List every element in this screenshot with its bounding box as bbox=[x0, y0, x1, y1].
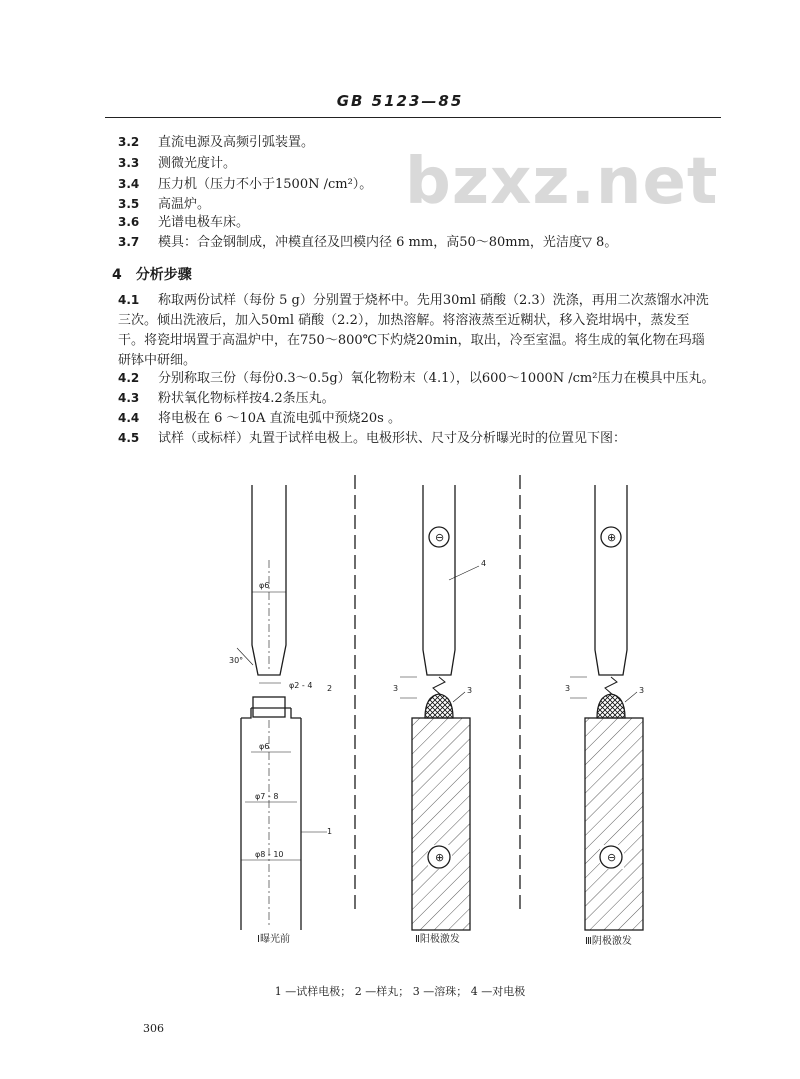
section-title: 分析步骤 bbox=[135, 267, 192, 283]
dim-phi6-top: φ6 bbox=[259, 581, 270, 590]
caption-panel-1: Ⅰ曝光前 bbox=[257, 934, 290, 945]
item-number: 3.7 bbox=[118, 235, 140, 249]
dim-phi6-bottom: φ6 bbox=[259, 742, 270, 751]
dim-phi7-8: φ7 - 8 bbox=[255, 792, 279, 801]
sample-electrode bbox=[412, 718, 470, 930]
spark-icon bbox=[433, 677, 445, 695]
molten-bead bbox=[425, 694, 453, 718]
item-4-5 bbox=[118, 428, 626, 449]
spark-icon bbox=[605, 677, 617, 695]
item-number: 4.4 bbox=[118, 411, 140, 425]
header-rule bbox=[105, 117, 721, 118]
page-number: 306 bbox=[143, 1022, 164, 1035]
panel-1-before-exposure bbox=[229, 485, 332, 930]
item-text: 粉状氧化物标样按4.2条压丸。 bbox=[158, 391, 335, 406]
caption-panel-2: Ⅱ阳极激发 bbox=[415, 934, 460, 945]
item-4-2 bbox=[118, 368, 714, 389]
label-2: 2 bbox=[327, 684, 333, 693]
item-number: 3.2 bbox=[118, 135, 140, 149]
section-number: 4 bbox=[112, 267, 122, 283]
label-1: 1 bbox=[327, 827, 333, 836]
sign-minus: ⊖ bbox=[607, 851, 617, 864]
item-3-6 bbox=[118, 212, 249, 233]
label-3: 3 bbox=[467, 686, 473, 695]
item-3-3 bbox=[118, 153, 236, 174]
item-number: 4.1 bbox=[118, 293, 140, 307]
item-number: 4.3 bbox=[118, 391, 140, 405]
item-4-1 bbox=[118, 290, 712, 371]
item-number: 4.5 bbox=[118, 431, 140, 445]
label-3: 3 bbox=[639, 686, 645, 695]
item-3-2 bbox=[118, 132, 314, 153]
item-text: 直流电源及高频引弧装置。 bbox=[158, 135, 315, 150]
item-text: 称取两份试样（每份 5 g）分别置于烧杯中。先用30ml 硝酸（2.3）洗涤，再用二次蒸馏水冲洗三次。倾出洗液后，加入50ml 硝酸（2.2），加热溶解。将溶液蒸至近糊状，移入瓷坩埚中，蒸发至干。将瓷坩埚置于高温炉中，在750～800℃下灼烧20min，取出，冷至室温。将生成的氧化物在玛瑙研钵中研细。 bbox=[118, 293, 709, 368]
dim-phi8-10: φ8 - 10 bbox=[255, 850, 284, 859]
dim-phi2-4: φ2 - 4 bbox=[289, 681, 313, 690]
item-number: 3.6 bbox=[118, 215, 140, 229]
gap-3: 3 bbox=[565, 684, 571, 693]
sign-minus: ⊖ bbox=[435, 531, 445, 544]
label-4: 4 bbox=[481, 559, 487, 568]
counter-electrode-upper bbox=[423, 485, 455, 675]
item-number: 4.2 bbox=[118, 371, 140, 385]
panel-2-anode-excitation bbox=[393, 485, 486, 930]
item-number: 3.3 bbox=[118, 156, 140, 170]
sample-pellet bbox=[253, 697, 285, 717]
gap-3: 3 bbox=[393, 684, 399, 693]
item-text: 压力机（压力不小于1500N /cm²）。 bbox=[158, 177, 373, 192]
sample-electrode bbox=[241, 708, 301, 930]
item-text: 测微光度计。 bbox=[158, 156, 237, 171]
section-heading bbox=[112, 264, 206, 284]
item-text: 分别称取三份（每份0.3～0.5g）氧化物粉末（4.1），以600～1000N /cm²压力在模具中压丸。 bbox=[158, 371, 715, 386]
item-text: 模具：合金钢制成，冲模直径及凹模内径 6 mm，高50～80mm，光洁度▽ 8。 bbox=[158, 235, 618, 250]
item-3-7 bbox=[118, 232, 617, 253]
panel-3-cathode-excitation bbox=[565, 485, 644, 930]
watermark: bzxz.net bbox=[405, 145, 719, 219]
sample-electrode bbox=[585, 718, 643, 930]
caption-panel-3: Ⅲ阴极激发 bbox=[585, 936, 632, 947]
figure-legend: 1 —试样电极； 2 —样丸； 3 —溶珠； 4 —对电极 bbox=[274, 985, 526, 998]
item-3-4 bbox=[118, 174, 372, 195]
item-number: 3.4 bbox=[118, 177, 140, 191]
item-number: 3.5 bbox=[118, 197, 140, 211]
item-text: 高温炉。 bbox=[158, 197, 211, 212]
counter-electrode-upper bbox=[595, 485, 627, 675]
standard-header: GB 5123—85 bbox=[336, 92, 464, 110]
sign-plus: ⊕ bbox=[435, 851, 445, 864]
item-text: 将电极在 6 ～10A 直流电弧中预烧20s 。 bbox=[158, 411, 401, 426]
item-4-3 bbox=[118, 388, 335, 409]
item-text: 试样（或标样）丸置于试样电极上。电极形状、尺寸及分析曝光时的位置见下图： bbox=[158, 431, 627, 446]
electrode-figure bbox=[215, 470, 655, 960]
item-4-4 bbox=[118, 408, 401, 429]
dim-angle: 30° bbox=[229, 656, 244, 665]
sign-plus: ⊕ bbox=[607, 531, 617, 544]
item-text: 光谱电极车床。 bbox=[158, 215, 250, 230]
molten-bead bbox=[597, 694, 625, 718]
